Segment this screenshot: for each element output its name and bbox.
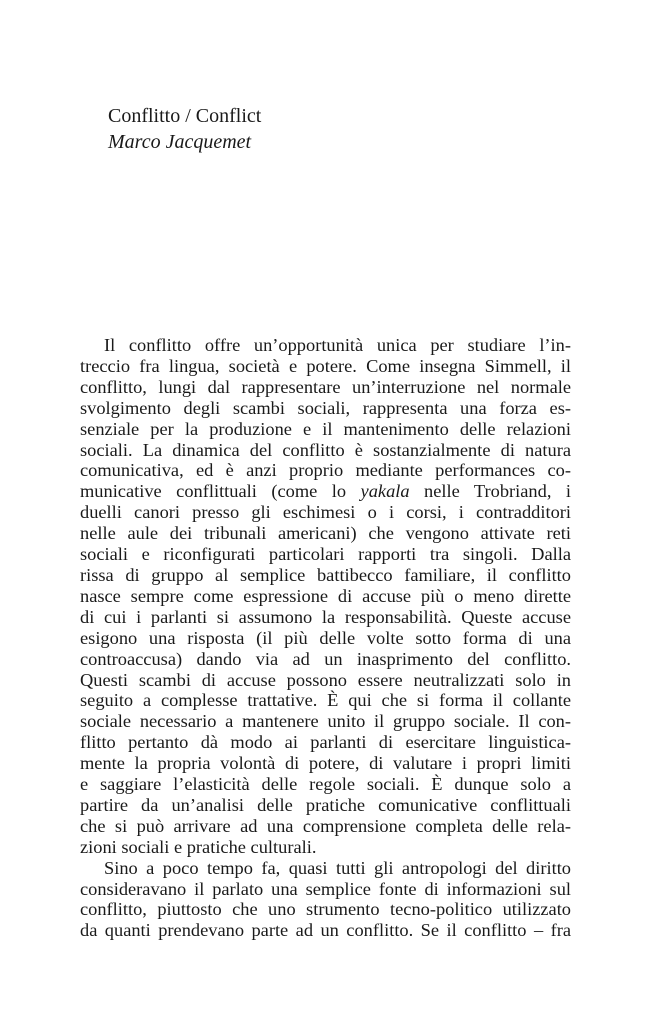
text-line: controaccusa) dando via ad un inasprimento del conflitto. — [80, 648, 571, 669]
text-line: conflitto, lungi dal rappresentare un’interruzione nel normale — [80, 376, 571, 397]
text-segment: nelle Trobriand, i — [409, 481, 571, 502]
text-line: zioni sociali e pratiche culturali. — [80, 836, 317, 857]
text-line: di cui i parlanti si assumono la responsabilità. Queste accuse — [80, 606, 571, 627]
text-line: Questi scambi di accuse possono essere neutralizzati solo in — [80, 669, 571, 690]
text-line: seguito a complesse trattative. È qui che si forma il collante — [80, 690, 571, 711]
text-line: Sino a poco tempo fa, quasi tutti gli antropologi del diritto — [104, 857, 571, 878]
text-line: senziale per la produzione e il mantenimento delle relazioni — [80, 418, 571, 439]
text-line: e saggiare l’elasticità delle regole sociali. È dunque solo a — [80, 774, 571, 795]
text-line: esigono una risposta (il più delle volte sotto forma di una — [80, 627, 571, 648]
text-line: duelli canori presso gli eschimesi o i corsi, i contradditori — [80, 502, 571, 523]
text-line: sociale necessario a mantenere unito il gruppo sociale. Il con- — [80, 711, 571, 732]
text-line: nasce sempre come espressione di accuse più o meno dirette — [80, 585, 571, 606]
text-line: sociali e riconfigurati particolari rapporti tra singoli. Dalla — [80, 544, 571, 565]
text-line: nelle aule dei tribunali americani) che vengono attivate reti — [80, 523, 571, 544]
chapter-heading — [108, 103, 261, 155]
text-line: treccio fra lingua, società e potere. Come insegna Simmell, il — [80, 355, 571, 376]
text-line: consideravano il parlato una semplice fonte di informazioni sul — [80, 878, 571, 899]
text-line: Il conflitto offre un’opportunità unica per studiare l’in- — [104, 335, 571, 355]
chapter-author: Marco Jacquemet — [108, 131, 252, 153]
text-line: svolgimento degli scambi sociali, rappresenta una forza es- — [80, 397, 571, 418]
chapter-title: Conflitto / Conflict — [108, 105, 262, 127]
text-line: conflitto, piuttosto che uno strumento tecno-politico utilizzato — [80, 899, 571, 920]
text-line: sociali. La dinamica del conflitto è sostanzialmente di natura — [80, 439, 571, 460]
text-line: flitto pertanto dà modo ai parlanti di esercitare linguistica- — [80, 732, 571, 753]
text-line: che si può arrivare ad una comprensione completa delle rela- — [80, 815, 571, 836]
italic-term: yakala — [360, 481, 410, 502]
body-text — [80, 335, 571, 941]
text-line: mente la propria volontà di potere, di valutare i propri limiti — [80, 753, 571, 774]
paragraph-1 — [80, 335, 571, 858]
text-segment: municative conflittuali (come lo — [80, 481, 361, 502]
text-line — [80, 481, 571, 502]
text-line: rissa di gruppo al semplice battibecco familiare, il conflitto — [80, 564, 571, 585]
paragraph-2 — [80, 858, 571, 942]
text-line: partire da un’analisi delle pratiche comunicative conflittuali — [80, 794, 571, 815]
text-line: comunicativa, ed è anzi proprio mediante performances co- — [80, 460, 571, 481]
text-line: da quanti prendevano parte ad un conflitto. Se il conflitto – fra — [80, 920, 571, 941]
